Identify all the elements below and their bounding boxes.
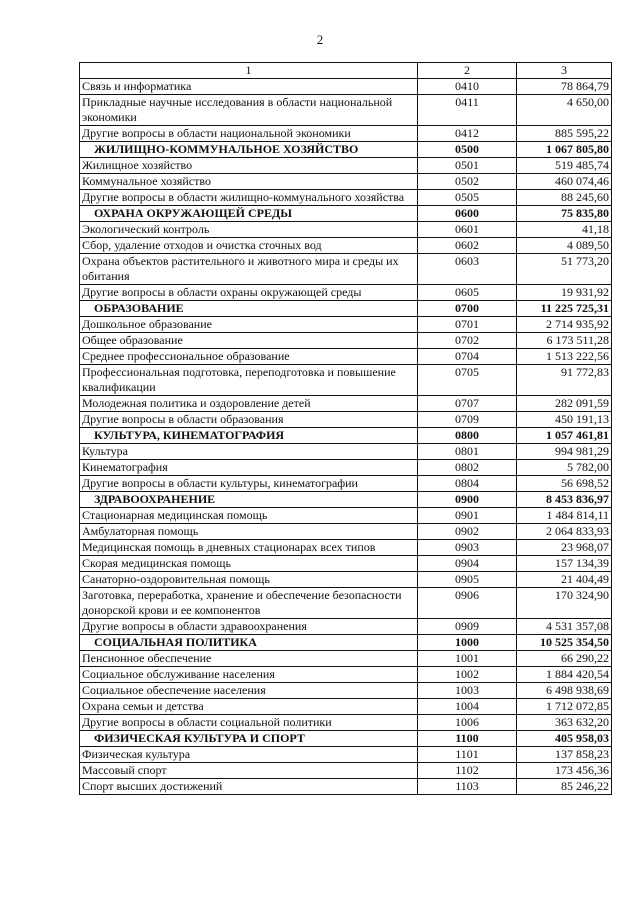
row-code-cell: 1002	[418, 667, 517, 683]
row-code-cell: 0900	[418, 492, 517, 508]
row-code-cell: 0905	[418, 572, 517, 588]
row-name-cell: Санаторно-оздоровительная помощь	[80, 572, 418, 588]
page-number: 2	[316, 32, 324, 47]
row-name-cell: Культура	[80, 444, 418, 460]
table-row	[80, 174, 612, 190]
row-name-cell: Другие вопросы в области жилищно-коммунального хозяйства	[80, 190, 418, 206]
table-header-row	[80, 63, 612, 79]
row-code-cell: 0502	[418, 174, 517, 190]
row-name-cell: Другие вопросы в области образования	[80, 412, 418, 428]
row-code-cell: 0410	[418, 79, 517, 95]
row-name-cell: Пенсионное обеспечение	[80, 651, 418, 667]
table-row	[80, 95, 612, 126]
column-header-code: 2	[418, 63, 517, 79]
row-code-cell: 0801	[418, 444, 517, 460]
budget-table	[79, 62, 612, 795]
table-row	[80, 238, 612, 254]
row-name-cell: Среднее профессиональное образование	[80, 349, 418, 365]
section-row	[80, 142, 612, 158]
row-sum-cell: 137 858,23	[517, 747, 612, 763]
row-name-cell: Охрана объектов растительного и животного мира и среды их обитания	[80, 254, 418, 285]
row-name-cell: Спорт высших достижений	[80, 779, 418, 795]
table-row	[80, 619, 612, 635]
row-name-cell: Связь и информатика	[80, 79, 418, 95]
row-code-cell: 0904	[418, 556, 517, 572]
row-sum-cell: 4 089,50	[517, 238, 612, 254]
section-row	[80, 428, 612, 444]
row-sum-cell: 460 074,46	[517, 174, 612, 190]
table-row	[80, 349, 612, 365]
row-sum-cell: 1 484 814,11	[517, 508, 612, 524]
table-row	[80, 444, 612, 460]
row-sum-cell: 1 067 805,80	[517, 142, 612, 158]
row-name-cell: КУЛЬТУРА, КИНЕМАТОГРАФИЯ	[80, 428, 418, 444]
row-sum-cell: 88 245,60	[517, 190, 612, 206]
row-code-cell: 0600	[418, 206, 517, 222]
row-code-cell: 0903	[418, 540, 517, 556]
row-name-cell: Охрана семьи и детства	[80, 699, 418, 715]
row-name-cell: Коммунальное хозяйство	[80, 174, 418, 190]
row-code-cell: 0901	[418, 508, 517, 524]
table-row	[80, 572, 612, 588]
row-code-cell: 0701	[418, 317, 517, 333]
row-code-cell: 1004	[418, 699, 517, 715]
row-code-cell: 0603	[418, 254, 517, 285]
row-code-cell: 0601	[418, 222, 517, 238]
row-name-cell: Кинематография	[80, 460, 418, 476]
row-sum-cell: 91 772,83	[517, 365, 612, 396]
row-sum-cell: 282 091,59	[517, 396, 612, 412]
row-sum-cell: 1 513 222,56	[517, 349, 612, 365]
table-row	[80, 222, 612, 238]
row-sum-cell: 450 191,13	[517, 412, 612, 428]
table-row	[80, 365, 612, 396]
table-row	[80, 667, 612, 683]
table-row	[80, 285, 612, 301]
table-row	[80, 508, 612, 524]
row-name-cell: Общее образование	[80, 333, 418, 349]
section-row	[80, 731, 612, 747]
row-sum-cell: 75 835,80	[517, 206, 612, 222]
section-row	[80, 301, 612, 317]
row-sum-cell: 405 958,03	[517, 731, 612, 747]
row-name-cell: Другие вопросы в области национальной экономики	[80, 126, 418, 142]
row-code-cell: 0707	[418, 396, 517, 412]
row-sum-cell: 85 246,22	[517, 779, 612, 795]
row-code-cell: 0602	[418, 238, 517, 254]
table-row	[80, 524, 612, 540]
row-sum-cell: 5 782,00	[517, 460, 612, 476]
row-sum-cell: 1 884 420,54	[517, 667, 612, 683]
row-name-cell: ФИЗИЧЕСКАЯ КУЛЬТУРА И СПОРТ	[80, 731, 418, 747]
section-row	[80, 635, 612, 651]
row-sum-cell: 6 173 511,28	[517, 333, 612, 349]
row-sum-cell: 10 525 354,50	[517, 635, 612, 651]
table-row	[80, 412, 612, 428]
table-row	[80, 540, 612, 556]
row-name-cell: Другие вопросы в области культуры, кинематографии	[80, 476, 418, 492]
table-row	[80, 763, 612, 779]
row-code-cell: 0412	[418, 126, 517, 142]
row-name-cell: СОЦИАЛЬНАЯ ПОЛИТИКА	[80, 635, 418, 651]
row-sum-cell: 173 456,36	[517, 763, 612, 779]
row-sum-cell: 11 225 725,31	[517, 301, 612, 317]
row-sum-cell: 6 498 938,69	[517, 683, 612, 699]
row-sum-cell: 4 650,00	[517, 95, 612, 126]
row-code-cell: 0702	[418, 333, 517, 349]
table-row	[80, 158, 612, 174]
table-row	[80, 476, 612, 492]
row-name-cell: Стационарная медицинская помощь	[80, 508, 418, 524]
row-code-cell: 1006	[418, 715, 517, 731]
row-code-cell: 0500	[418, 142, 517, 158]
table-row	[80, 190, 612, 206]
column-header-sum: 3	[517, 63, 612, 79]
table-row	[80, 588, 612, 619]
row-code-cell: 0501	[418, 158, 517, 174]
row-name-cell: ЖИЛИЩНО-КОММУНАЛЬНОЕ ХОЗЯЙСТВО	[80, 142, 418, 158]
row-code-cell: 1101	[418, 747, 517, 763]
row-code-cell: 1100	[418, 731, 517, 747]
row-sum-cell: 51 773,20	[517, 254, 612, 285]
budget-table-body	[80, 63, 612, 795]
table-row	[80, 651, 612, 667]
row-code-cell: 0800	[418, 428, 517, 444]
row-sum-cell: 23 968,07	[517, 540, 612, 556]
row-code-cell: 1001	[418, 651, 517, 667]
row-code-cell: 0705	[418, 365, 517, 396]
row-code-cell: 0902	[418, 524, 517, 540]
row-name-cell: Амбулаторная помощь	[80, 524, 418, 540]
row-name-cell: Скорая медицинская помощь	[80, 556, 418, 572]
row-sum-cell: 1 712 072,85	[517, 699, 612, 715]
table-row	[80, 779, 612, 795]
row-code-cell: 0700	[418, 301, 517, 317]
row-code-cell: 1003	[418, 683, 517, 699]
row-code-cell: 0906	[418, 588, 517, 619]
row-name-cell: Профессиональная подготовка, переподготовка и повышение квалификации	[80, 365, 418, 396]
row-sum-cell: 2 714 935,92	[517, 317, 612, 333]
row-code-cell: 0704	[418, 349, 517, 365]
row-code-cell: 1103	[418, 779, 517, 795]
row-name-cell: Экологический контроль	[80, 222, 418, 238]
row-sum-cell: 2 064 833,93	[517, 524, 612, 540]
row-name-cell: Социальное обслуживание населения	[80, 667, 418, 683]
row-code-cell: 0505	[418, 190, 517, 206]
row-sum-cell: 21 404,49	[517, 572, 612, 588]
section-row	[80, 206, 612, 222]
row-sum-cell: 157 134,39	[517, 556, 612, 572]
row-sum-cell: 4 531 357,08	[517, 619, 612, 635]
section-row	[80, 492, 612, 508]
row-name-cell: ОХРАНА ОКРУЖАЮЩЕЙ СРЕДЫ	[80, 206, 418, 222]
row-name-cell: ЗДРАВООХРАНЕНИЕ	[80, 492, 418, 508]
table-row	[80, 317, 612, 333]
row-code-cell: 0909	[418, 619, 517, 635]
row-code-cell: 0411	[418, 95, 517, 126]
row-sum-cell: 56 698,52	[517, 476, 612, 492]
row-code-cell: 0804	[418, 476, 517, 492]
table-row	[80, 126, 612, 142]
row-sum-cell: 885 595,22	[517, 126, 612, 142]
row-sum-cell: 994 981,29	[517, 444, 612, 460]
table-row	[80, 396, 612, 412]
row-sum-cell: 363 632,20	[517, 715, 612, 731]
row-sum-cell: 170 324,90	[517, 588, 612, 619]
table-row	[80, 556, 612, 572]
row-sum-cell: 519 485,74	[517, 158, 612, 174]
table-row	[80, 699, 612, 715]
row-code-cell: 0605	[418, 285, 517, 301]
row-sum-cell: 66 290,22	[517, 651, 612, 667]
row-sum-cell: 8 453 836,97	[517, 492, 612, 508]
row-name-cell: Дошкольное образование	[80, 317, 418, 333]
row-name-cell: Физическая культура	[80, 747, 418, 763]
row-name-cell: Прикладные научные исследования в области национальной экономики	[80, 95, 418, 126]
table-row	[80, 715, 612, 731]
row-sum-cell: 1 057 461,81	[517, 428, 612, 444]
row-code-cell: 1102	[418, 763, 517, 779]
row-name-cell: Массовый спорт	[80, 763, 418, 779]
table-row	[80, 460, 612, 476]
row-name-cell: ОБРАЗОВАНИЕ	[80, 301, 418, 317]
table-row	[80, 254, 612, 285]
row-code-cell: 0709	[418, 412, 517, 428]
row-name-cell: Социальное обеспечение населения	[80, 683, 418, 699]
row-name-cell: Заготовка, переработка, хранение и обеспечение безопасности донорской крови и ее компонентов	[80, 588, 418, 619]
row-name-cell: Жилищное хозяйство	[80, 158, 418, 174]
row-sum-cell: 19 931,92	[517, 285, 612, 301]
row-code-cell: 0802	[418, 460, 517, 476]
table-row	[80, 747, 612, 763]
row-sum-cell: 78 864,79	[517, 79, 612, 95]
row-sum-cell: 41,18	[517, 222, 612, 238]
row-name-cell: Другие вопросы в области охраны окружающей среды	[80, 285, 418, 301]
table-row	[80, 683, 612, 699]
row-name-cell: Молодежная политика и оздоровление детей	[80, 396, 418, 412]
row-name-cell: Сбор, удаление отходов и очистка сточных вод	[80, 238, 418, 254]
row-name-cell: Медицинская помощь в дневных стационарах всех типов	[80, 540, 418, 556]
row-name-cell: Другие вопросы в области социальной политики	[80, 715, 418, 731]
table-row	[80, 333, 612, 349]
row-name-cell: Другие вопросы в области здравоохранения	[80, 619, 418, 635]
table-row	[80, 79, 612, 95]
column-header-name: 1	[80, 63, 418, 79]
row-code-cell: 1000	[418, 635, 517, 651]
